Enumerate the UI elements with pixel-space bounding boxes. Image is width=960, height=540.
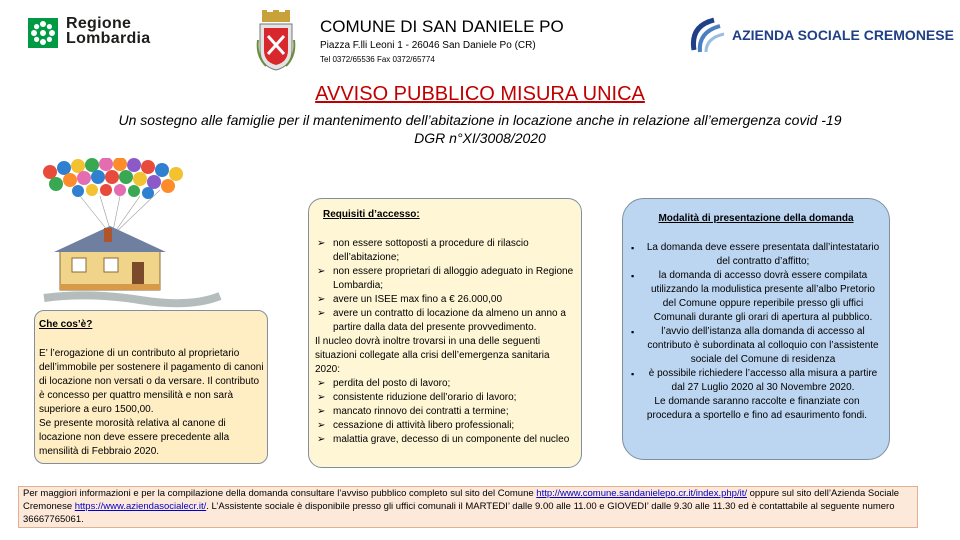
list-item: ▪ l’avvio dell’istanza alla domanda di accesso al contributo è subordinata al colloquio con l’assistente sociale del Comune di residenza: [631, 326, 879, 365]
regione-lombardia-logo: [28, 14, 163, 54]
page-title: AVVISO PUBBLICO MISURA UNICA: [315, 83, 645, 105]
che-cose-text: E’ l’erogazione di un contributo al proprietario dell’immobile per sostenere il pagamento di canoni di locazione non versati o da versare. Il contributo è concesso per quattro mensilità e non sarà superiore a euro 1500,00. Se presente morosità relativa al canone di locazione non deve essere precedente alla mensilità di Febbraio 2020.: [39, 348, 264, 457]
asc-website-link[interactable]: https://www.aziendasocialecr.it/: [74, 501, 207, 512]
list-item: ➢ perdita del posto di lavoro;: [317, 378, 451, 389]
list-item: ➢ non essere proprietari di alloggio adeguato in Regione Lombardia;: [317, 266, 574, 291]
square-bullet-icon: ▪: [631, 243, 635, 253]
comune-address: Piazza F.lli Leoni 1 - 26046 San Daniele Po (CR): [320, 40, 536, 51]
che-cose-box: [34, 310, 268, 464]
asc-swirl-icon: [688, 16, 728, 56]
footer-text: oppure sul sito dell’Azienda Sociale Cremonese: [23, 488, 900, 512]
comune-title: COMUNE DI SAN DANIELE PO: [320, 17, 564, 36]
footer-text: Per maggiori informazioni e per la compilazione della domanda consultare l’avviso pubblico completo sul sito del Comune: [23, 488, 537, 499]
modalita-list: [631, 241, 883, 423]
list-item: ▪ La domanda deve essere presentata dall’intestatario del contratto d’affitto;: [631, 242, 880, 267]
modalita-title: Modalità di presentazione della domanda: [658, 213, 854, 224]
page-subtitle: Un sostegno alle famiglie per il mantenimento dell’abitazione in locazione anche in relazione all’emergenza covid -19 DGR n°XI/3008/2020: [118, 112, 842, 146]
list-item: ➢ cessazione di attività libero professionali;: [317, 420, 515, 431]
comune-phone: Tel 0372/65536 Fax 0372/65774: [320, 55, 435, 64]
arrow-bullet-icon: ➢: [317, 434, 326, 445]
arrow-bullet-icon: ➢: [317, 378, 326, 389]
arrow-bullet-icon: ➢: [317, 406, 326, 417]
regione-lombardia-rose-icon: [28, 18, 58, 48]
list-item: ➢ non essere sottoposti a procedure di rilascio dell’abitazione;: [317, 238, 529, 263]
list-item: ➢ avere un ISEE max fino a € 26.000,00: [317, 294, 502, 305]
requisiti-list: [315, 237, 577, 447]
list-item: ▪ è possibile richiedere l’accesso alla misura a partire dal 27 Luglio 2020 al 30 Novembre 2020.: [631, 368, 878, 393]
square-bullet-icon: ▪: [631, 327, 635, 337]
asc-logo-text: AZIENDA SOCIALE CREMONESE: [732, 27, 954, 43]
requisiti-middle-text: Il nucleo dovrà inoltre trovarsi in una delle seguenti situazioni collegate alla crisi dell’emergenza sanitaria 2020:: [315, 336, 550, 375]
balloon-house-illustration: [20, 158, 292, 308]
list-item: ➢ mancato rinnovo dei contratti a termine;: [317, 406, 509, 417]
arrow-bullet-icon: ➢: [317, 392, 326, 403]
footer-text: . L’Assistente sociale è disponibile presso gli uffici comunali il MARTEDI’ dalle 9.00 alle 11.00 e GIOVEDI’ dalle 9.30 alle 11.30 ed è contattabile al seguente numero 36667765061.: [23, 501, 895, 525]
comune-crest-icon: [256, 10, 296, 72]
arrow-bullet-icon: ➢: [317, 238, 326, 249]
requisiti-box: [308, 198, 582, 468]
arrow-bullet-icon: ➢: [317, 420, 326, 431]
azienda-sociale-cremonese-logo: [688, 16, 954, 56]
list-item: ▪ la domanda di accesso dovrà essere compilata utilizzando la modulistica presente all’albo Pretorio del Comune oppure reperibile presso gli uffici Comunali durante gli orari di apertura al pubblico.: [631, 270, 875, 323]
arrow-bullet-icon: ➢: [317, 266, 326, 277]
list-item: ➢ malattia grave, decesso di un componente del nucleo: [317, 434, 570, 445]
list-item: ➢ consistente riduzione dell’orario di lavoro;: [317, 392, 517, 403]
modalita-box: [622, 198, 890, 460]
modalita-closing-text: Le domande saranno raccolte e finanziate con procedura a sportello e fino ad esaurimento fondi.: [646, 396, 868, 421]
regione-logo-text: Regione Lombardia: [66, 15, 151, 47]
arrow-bullet-icon: ➢: [317, 294, 326, 305]
balloons-icon: [43, 158, 183, 199]
house-icon: [54, 226, 166, 290]
list-item: ➢ avere un contratto di locazione da almeno un anno a partire dalla data del presente provvedimento.: [317, 308, 566, 333]
footer-info: [18, 486, 918, 528]
requisiti-title: Requisiti d’accesso:: [323, 209, 420, 220]
arrow-bullet-icon: ➢: [317, 308, 326, 319]
square-bullet-icon: ▪: [631, 369, 635, 379]
comune-website-link[interactable]: http://www.comune.sandanielepo.cr.it/index.php/it/: [536, 488, 747, 499]
square-bullet-icon: ▪: [631, 271, 635, 281]
che-cose-title: Che cos’è?: [39, 319, 93, 330]
